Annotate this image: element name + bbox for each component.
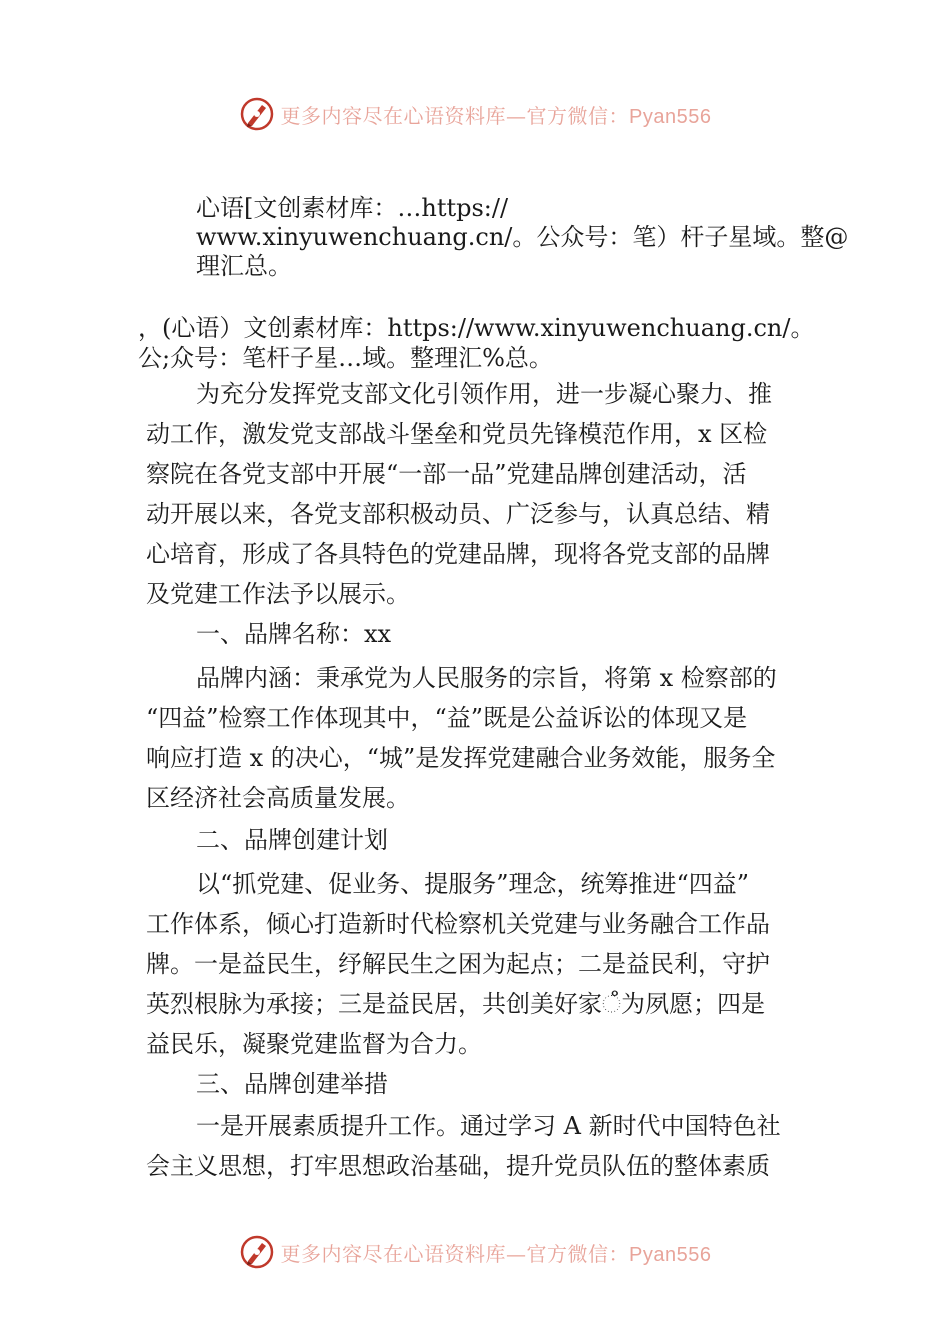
pen-logo-icon <box>239 1234 275 1270</box>
heading-text: 二、品牌创建计划 <box>196 826 388 854</box>
text-line: ，(心语）文创素材库：https://www.xinyuwenchuang.cn/。 <box>138 314 815 342</box>
text-line: 会主义思想，打牢思想政治基础，提升党员队伍的整体素质 <box>146 1152 770 1180</box>
text-line: 一是开展素质提升工作。通过学习 A 新时代中国特色社 <box>196 1112 781 1140</box>
text-line: 及党建工作法予以展示。 <box>146 580 410 608</box>
text-line: 心培育，形成了各具特色的党建品牌，现将各党支部的品牌 <box>146 540 770 568</box>
text-line: 为充分发挥党支部文化引领作用，进一步凝心聚力、推 <box>196 380 772 408</box>
source-note-2 <box>138 312 814 372</box>
text-line: 察院在各党支部中开展“一部一品”党建品牌创建活动，活 <box>146 460 747 488</box>
text-line: 动开展以来，各党支部积极动员、广泛参与，认真总结、精 <box>146 500 770 528</box>
connotation-paragraph <box>146 658 777 818</box>
header-watermark-text: 更多内容尽在心语资料库—官方微信：Pyan556 <box>280 103 712 128</box>
text-line: 区经济社会高质量发展。 <box>146 784 410 812</box>
footer-watermark-banner <box>0 1232 950 1272</box>
heading-text: 三、品牌创建举措 <box>196 1070 388 1098</box>
source-note-1 <box>196 188 848 286</box>
footer-watermark-text: 更多内容尽在心语资料库—官方微信：Pyan556 <box>280 1241 712 1266</box>
text-line: 响应打造 x 的决心，“城”是发挥党建融合业务效能，服务全 <box>146 744 776 772</box>
text-line: 品牌内涵：秉承党为人民服务的宗旨，将第 x 检察部的 <box>196 664 777 692</box>
text-line: 公;众号：笔杆子星…域。整理汇%总。 <box>138 344 553 372</box>
text-line: 牌。一是益民生，纾解民生之困为起点；二是益民利，守护 <box>146 950 770 978</box>
measures-paragraph <box>146 1106 781 1186</box>
plan-paragraph <box>146 864 770 1064</box>
intro-paragraph <box>146 374 772 614</box>
text-line: “四益”检察工作体现其中，“益”既是公益诉讼的体现又是 <box>146 704 748 732</box>
text-line: 以“抓党建、促业务、提服务”理念，统筹推进“四益” <box>196 870 750 898</box>
text-line: 动工作，激发党支部战斗堡垒和党员先锋模范作用，x 区检 <box>146 420 768 448</box>
text-line: 益民乐，凝聚党建监督为合力。 <box>146 1030 482 1058</box>
heading-text: 一、品牌名称：xx <box>196 620 392 648</box>
section-heading-3 <box>196 1064 388 1104</box>
text-line: 心语[文创素材库：…https:// <box>196 194 509 222</box>
text-line: 英烈根脉为承接；三是益民居，共创美好家૾为夙愿；四是 <box>146 990 765 1018</box>
header-wechat-id: Pyan556 <box>629 105 712 128</box>
text-line: 理汇总。 <box>196 252 292 280</box>
text-line: 工作体系，倾心打造新时代检察机关党建与业务融合工作品 <box>146 910 770 938</box>
footer-wechat-id: Pyan556 <box>629 1243 712 1266</box>
section-heading-2 <box>196 820 388 860</box>
section-heading-1 <box>196 614 391 654</box>
text-line: www.xinyuwenchuang.cn/。公众号：笔）杆子星域。整@ <box>196 223 849 251</box>
